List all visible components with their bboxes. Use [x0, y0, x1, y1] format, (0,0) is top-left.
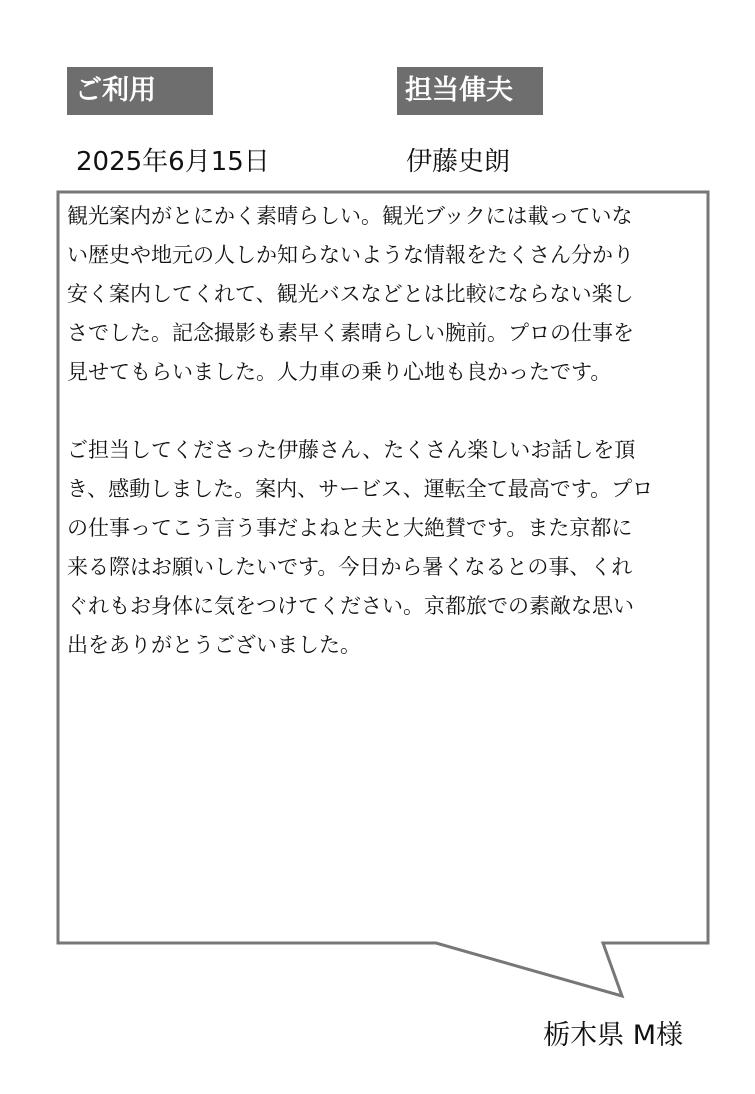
usage-date: 2025年6月15日 — [76, 147, 270, 177]
review-text — [67, 197, 702, 665]
driver-name: 伊藤史朗 — [406, 147, 511, 177]
review-paragraph-2: ご担当してくださった伊藤さん、たくさん楽しいお話しを頂 き、感動しました。案内、サービス、運転全て最高です。プロ の仕事ってこう言う事だよねと夫と大絶賛です。また京都に 来る際はお願いしたいです。今日から暑くなるとの事、くれ ぐれもお身体に気をつけてください。京都旅での素敵な思い 出をありがとうございました。 — [67, 438, 654, 657]
usage-label: ご利用 — [75, 75, 156, 106]
driver-label: 担当俥夫 — [405, 75, 513, 106]
review-author: 栃木県 M様 — [543, 1020, 683, 1051]
review-paragraph-1: 観光案内がとにかく素晴らしい。観光ブックには載っていな い歴史や地元の人しか知らないような情報をたくさん分かり 安く案内してくれて、観光バスなどとは比較にならない楽し さでした。記念撮影も素早く素晴らしい腕前。プロの仕事を 見せてもらいました。人力車の乗り心地も良かったです。 — [67, 204, 634, 384]
